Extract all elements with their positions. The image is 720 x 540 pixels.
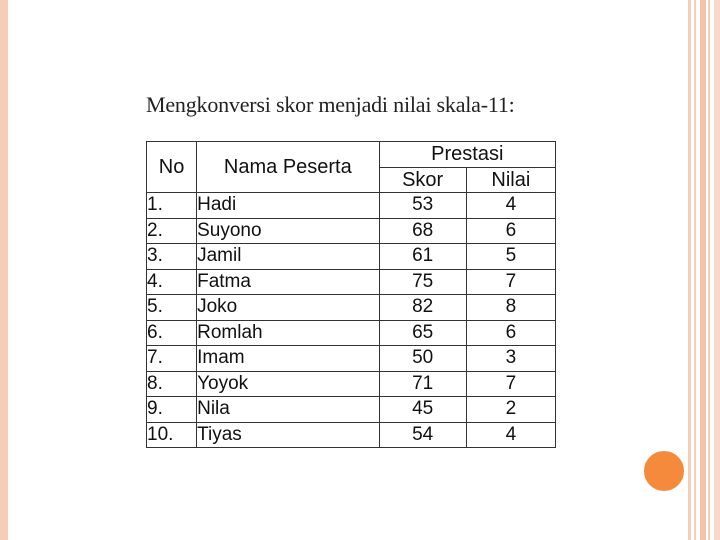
- header-prestasi: Prestasi: [379, 142, 555, 168]
- table-row: [147, 193, 556, 219]
- nilai-cell: 5: [466, 244, 555, 270]
- nilai-cell: 8: [466, 295, 555, 321]
- participant-name-cell: Joko: [197, 295, 379, 321]
- header-nilai: Nilai: [466, 167, 555, 193]
- right-decorative-stripe: [700, 0, 706, 540]
- nilai-cell: 7: [466, 371, 555, 397]
- skor-cell: 61: [379, 244, 466, 270]
- table-row: [147, 320, 556, 346]
- right-decorative-stripe: [688, 0, 691, 540]
- skor-cell: 82: [379, 295, 466, 321]
- orange-circle-decoration: [642, 449, 686, 493]
- row-number-cell: 2.: [147, 218, 197, 244]
- table-row: [147, 218, 556, 244]
- table-row: [147, 397, 556, 423]
- header-skor: Skor: [379, 167, 466, 193]
- table-header-row: [147, 142, 556, 168]
- skor-cell: 71: [379, 371, 466, 397]
- participant-name-cell: Hadi: [197, 193, 379, 219]
- participant-name-cell: Fatma: [197, 269, 379, 295]
- table-row: [147, 346, 556, 372]
- slide-heading: Mengkonversi skor menjadi nilai skala-11:: [146, 92, 515, 117]
- row-number-cell: 1.: [147, 193, 197, 219]
- skor-cell: 45: [379, 397, 466, 423]
- nilai-cell: 2: [466, 397, 555, 423]
- table-row: [147, 244, 556, 270]
- row-number-cell: 8.: [147, 371, 197, 397]
- nilai-cell: 3: [466, 346, 555, 372]
- participant-name-cell: Jamil: [197, 244, 379, 270]
- table-row: [147, 269, 556, 295]
- participant-name-cell: Romlah: [197, 320, 379, 346]
- table-row: [147, 422, 556, 448]
- participant-name-cell: Imam: [197, 346, 379, 372]
- score-table: [146, 141, 556, 448]
- left-decorative-stripe: [0, 0, 8, 540]
- skor-cell: 65: [379, 320, 466, 346]
- nilai-cell: 7: [466, 269, 555, 295]
- participant-name-cell: Yoyok: [197, 371, 379, 397]
- right-decorative-stripe: [714, 0, 720, 540]
- nilai-cell: 6: [466, 320, 555, 346]
- nilai-cell: 4: [466, 193, 555, 219]
- participant-name-cell: Tiyas: [197, 422, 379, 448]
- skor-cell: 50: [379, 346, 466, 372]
- skor-cell: 53: [379, 193, 466, 219]
- row-number-cell: 6.: [147, 320, 197, 346]
- row-number-cell: 4.: [147, 269, 197, 295]
- header-nama-peserta: Nama Peserta: [197, 142, 379, 193]
- header-no: No: [147, 142, 197, 193]
- nilai-cell: 6: [466, 218, 555, 244]
- table-row: [147, 295, 556, 321]
- right-decorative-stripe: [708, 0, 710, 540]
- participant-name-cell: Suyono: [197, 218, 379, 244]
- skor-cell: 68: [379, 218, 466, 244]
- row-number-cell: 5.: [147, 295, 197, 321]
- row-number-cell: 7.: [147, 346, 197, 372]
- skor-cell: 75: [379, 269, 466, 295]
- participant-name-cell: Nila: [197, 397, 379, 423]
- right-decorative-stripe: [694, 0, 696, 540]
- row-number-cell: 9.: [147, 397, 197, 423]
- nilai-cell: 4: [466, 422, 555, 448]
- table-body: [147, 193, 556, 448]
- table-row: [147, 371, 556, 397]
- skor-cell: 54: [379, 422, 466, 448]
- row-number-cell: 10.: [147, 422, 197, 448]
- row-number-cell: 3.: [147, 244, 197, 270]
